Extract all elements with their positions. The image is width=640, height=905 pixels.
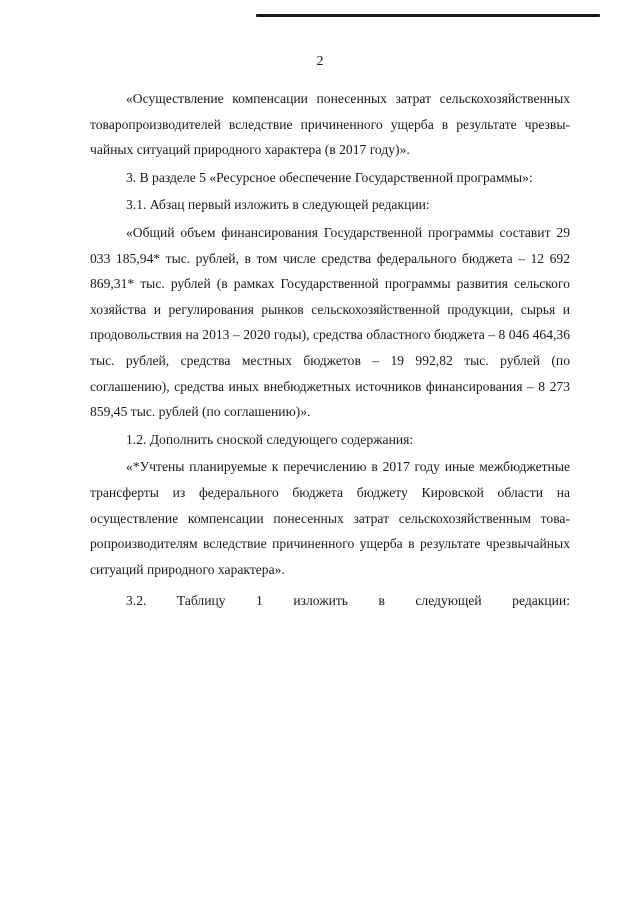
scan-artifact-line — [256, 14, 600, 17]
paragraph-footnote: «*Учтены планируемые к перечислению в 2017 году иные межбюджетные трансферты из федерального бюджета бюджету Кировской области на осуществление компенсации понесенных затрат сельскохозяйственным товаропроизводителям вследствие причиненного ущерба в результате чрезвычайных ситуаций природного характера». — [90, 459, 570, 577]
final-word: следующей — [415, 593, 482, 609]
final-word: редакции: — [512, 593, 570, 609]
final-word: Таблицу — [176, 593, 226, 609]
final-word: изложить — [293, 593, 349, 609]
final-word: в — [378, 593, 385, 609]
paragraph-compensation-title: «Осуществление компенсации понесенных затрат сельскохозяйственных товаропроизводителей вследствие причиненного ущерба в результате чрезвычайных ситуаций природного характера (в 2017 году)». — [90, 91, 570, 158]
final-word: 3.2. — [126, 593, 147, 609]
page-number: 2 — [316, 54, 324, 69]
paragraph-financing-volume: «Общий объем финансирования Государственной программы составит 29 033 185,94* тыс. рублей, в том числе средства федерального бюджета – 12 692 869,31* тыс. рублей (в рамках Государственной программы развития сельского хозяйства и регулирования рынков сельскохозяйственной продукции, сырья и продовольствия на 2013 – 2020 годы), средства областного бюджета – 8 046 464,36 тыс. рублей, средства местных бюджетов – 19 992,82 тыс. рублей (по соглашению), средства иных внебюджетных источников финансирования – 8 273 859,45 тыс. рублей (по соглашению)». — [90, 224, 570, 420]
document-body — [90, 86, 570, 614]
paragraph-section-5: 3. В разделе 5 «Ресурсное обеспечение Государственной программы»: — [126, 169, 533, 185]
paragraph-item-3-2 — [90, 588, 570, 614]
paragraph-item-3-1: 3.1. Абзац первый изложить в следующей редакции: — [126, 197, 430, 213]
final-word: 1 — [256, 593, 263, 609]
paragraph-item-1-2: 1.2. Дополнить сноской следующего содержания: — [126, 431, 414, 447]
